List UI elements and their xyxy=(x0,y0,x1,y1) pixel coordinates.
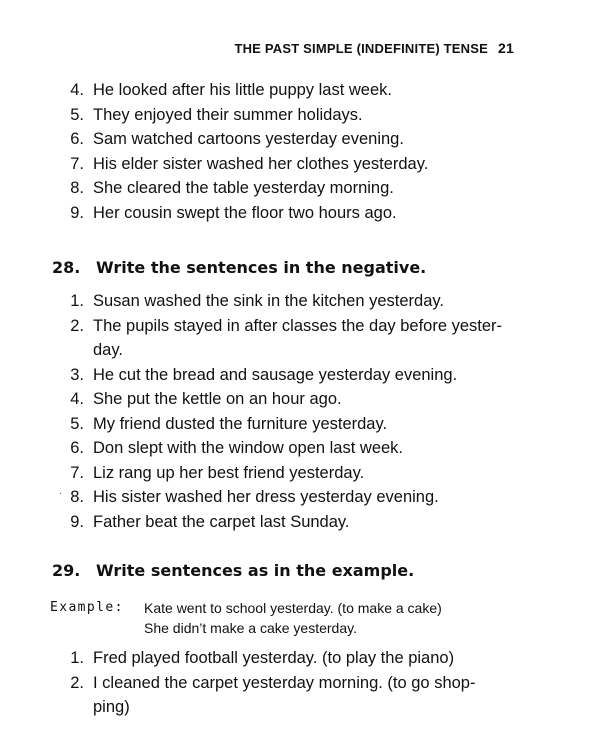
list-item: 8. She cleared the table yesterday morning. xyxy=(70,179,394,197)
list-item: 7. Liz rang up her best friend yesterday. xyxy=(70,463,365,482)
example-label: Example: xyxy=(50,600,124,615)
exercise-number: 29. xyxy=(52,561,81,580)
exercise-number: 28. xyxy=(52,258,81,277)
exercise-28-list xyxy=(50,289,550,534)
list-item: 8. His sister washed her dress yesterday evening. xyxy=(70,488,439,506)
list-item: 6. Don slept with the window open last week. xyxy=(70,439,404,457)
list-item: 2. I cleaned the carpet yesterday morning. (to go shop- xyxy=(70,673,476,692)
list-item: 1. Susan washed the sink in the kitchen yesterday. xyxy=(70,292,444,310)
list-item: 9. Father beat the carpet last Sunday. xyxy=(70,512,350,531)
stray-print-mark: · xyxy=(59,488,63,499)
running-head-title: THE PAST SIMPLE (INDEFINITE) TENSE xyxy=(234,41,489,56)
exercise-29-heading xyxy=(52,561,414,580)
list-item-continuation: ping) xyxy=(93,698,130,716)
running-head xyxy=(234,40,514,56)
example-answer: She didn’t make a cake yesterday. xyxy=(144,620,357,636)
list-item: 7. His elder sister washed her clothes yesterday. xyxy=(70,154,429,173)
list-item: 5. They enjoyed their summer holidays. xyxy=(70,105,363,124)
list-item: 4. He looked after his little puppy last week. xyxy=(70,81,392,99)
page-number: 21 xyxy=(498,40,514,56)
exercise-29-list xyxy=(50,646,550,720)
exercise-instruction: Write the sentences in the negative. xyxy=(96,258,427,277)
example-prompt: Kate went to school yesterday. (to make a cake) xyxy=(144,600,442,616)
list-item: 1. Fred played football yesterday. (to play the piano) xyxy=(70,649,455,667)
list-item: 5. My friend dusted the furniture yesterday. xyxy=(70,414,388,433)
sentence-list-previous xyxy=(50,78,550,225)
exercise-28-heading xyxy=(52,258,426,277)
list-item: 2. The pupils stayed in after classes the day before yester- xyxy=(70,316,503,335)
list-item: 9. Her cousin swept the floor two hours ago. xyxy=(70,203,397,222)
list-item: 6. Sam watched cartoons yesterday evening. xyxy=(70,130,404,148)
exercise-instruction: Write sentences as in the example. xyxy=(96,561,415,580)
list-item: 3. He cut the bread and sausage yesterday evening. xyxy=(70,365,458,384)
list-item-continuation: day. xyxy=(93,341,123,359)
list-item: 4. She put the kettle on an hour ago. xyxy=(70,390,342,408)
